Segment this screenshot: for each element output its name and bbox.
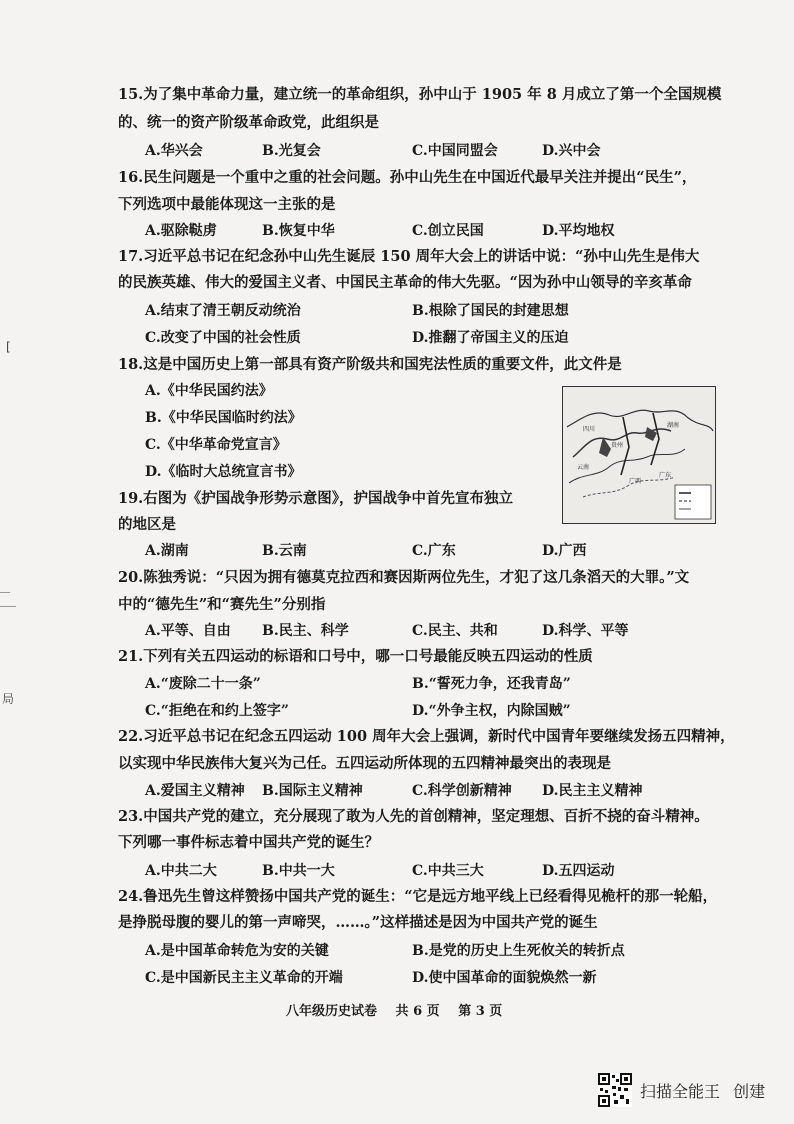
scanner-watermark	[598, 1073, 773, 1107]
question-24-line-1: 24.鲁迅先生曾这样赞扬中国共产党的诞生：“它是远方地平线上已经看得见桅杆的那一轮船，	[118, 888, 718, 905]
question-18-line-1: 18.这是中国历史上第一部具有资产阶级共和国宪法性质的重要文件，此文件是	[118, 356, 622, 373]
watermark-action: 创建	[733, 1081, 766, 1101]
page-footer	[286, 1000, 516, 1019]
option-20-a: A.平等、自由	[145, 623, 231, 639]
option-17-a: A.结束了清王朝反动统治	[145, 303, 301, 319]
question-22-line-1: 22.习近平总书记在纪念五四运动 100 周年大会上强调，新时代中国青年要继续发扬五四精神，	[118, 728, 735, 745]
option-15-b: B.光复会	[262, 143, 321, 159]
map-label-guizhou: 贵州	[611, 442, 624, 449]
option-24-c: C.是中国新民主主义革命的开端	[145, 970, 343, 986]
map-drawing	[563, 387, 715, 523]
question-20-line-2: 中的“德先生”和“赛先生”分别指	[118, 596, 326, 613]
question-19-line-2: 的地区是	[118, 516, 176, 533]
watermark-name: 扫描全能王	[640, 1081, 721, 1101]
option-24-a: A.是中国革命转危为安的关键	[145, 943, 329, 959]
edge-tick	[0, 606, 16, 607]
map-label-guangxi: 广西	[629, 478, 642, 485]
option-16-c: C.创立民国	[412, 223, 484, 239]
protect-nation-war-map	[562, 386, 716, 524]
option-21-d: D.“外争主权，内除国贼”	[412, 703, 571, 719]
edge-tick	[0, 592, 10, 593]
question-16-line-2: 下列选项中最能体现这一主张的是	[118, 196, 336, 213]
option-22-b: B.国际主义精神	[262, 783, 363, 799]
option-15-d: D.兴中会	[542, 143, 601, 159]
option-21-a: A.“废除二十一条”	[145, 676, 261, 692]
option-20-c: C.民主、共和	[412, 623, 498, 639]
option-18-b: B.《中华民国临时约法》	[145, 410, 302, 426]
option-19-b: B.云南	[262, 543, 307, 559]
option-16-a: A.驱除鞑虏	[145, 223, 217, 239]
question-21-line-1: 21.下列有关五四运动的标语和口号中，哪一口号最能反映五四运动的性质	[118, 648, 593, 665]
option-16-d: D.平均地权	[542, 223, 615, 239]
option-16-b: B.恢复中华	[262, 223, 335, 239]
question-20-line-1: 20.陈独秀说：“只因为拥有德莫克拉西和赛因斯两位先生，才犯了这几条滔天的大罪。”文	[118, 569, 690, 586]
footer-total-pages: 共 6 页	[395, 1004, 440, 1019]
option-21-c: C.“拒绝在和约上签字”	[145, 703, 289, 719]
question-17-line-2: 的民族英雄、伟大的爱国主义者、中国民主革命的伟大先驱。“因为孙中山领导的辛亥革命	[118, 274, 692, 291]
question-22-line-2: 以实现中华民族伟大复兴为己任。五四运动所体现的五四精神最突出的表现是	[118, 755, 611, 772]
question-19-line-1: 19.右图为《护国战争形势示意图》，护国战争中首先宣布独立	[118, 490, 513, 507]
question-24-line-2: 是挣脱母腹的婴儿的第一声啼哭，……。”这样描述是因为中国共产党的诞生	[118, 914, 598, 931]
map-label-guangdong: 广东	[659, 472, 672, 479]
question-17-line-1: 17.习近平总书记在纪念孙中山先生诞辰 150 周年大会上的讲话中说：“孙中山先生是伟大	[118, 248, 700, 265]
qr-code-icon	[598, 1073, 632, 1107]
question-15-line-2: 的、统一的资产阶级革命政党，此组织是	[118, 114, 379, 131]
map-label-sichuan: 四川	[583, 426, 596, 433]
option-24-b: B.是党的历史上生死攸关的转折点	[412, 943, 625, 959]
edge-mark-bracket: [	[6, 340, 11, 354]
option-18-d: D.《临时大总统宣言书》	[145, 464, 302, 480]
option-23-d: D.五四运动	[542, 863, 615, 879]
option-19-d: D.广西	[542, 543, 587, 559]
option-23-c: C.中共三大	[412, 863, 484, 879]
option-18-c: C.《中华革命党宣言》	[145, 437, 287, 453]
option-23-a: A.中共二大	[145, 863, 217, 879]
option-18-a: A.《中华民国约法》	[145, 383, 273, 399]
edge-mark-char: 局	[2, 692, 15, 706]
option-24-d: D.使中国革命的面貌焕然一新	[412, 970, 597, 986]
option-22-c: C.科学创新精神	[412, 783, 512, 799]
option-17-b: B.根除了国民的封建思想	[412, 303, 569, 319]
option-19-a: A.湖南	[145, 543, 189, 559]
question-23-line-1: 23.中国共产党的建立，充分展现了敢为人先的首创精神，坚定理想、百折不挠的奋斗精神。	[118, 808, 709, 825]
option-22-a: A.爱国主义精神	[145, 783, 245, 799]
footer-page-number: 第 3 页	[458, 1004, 503, 1019]
question-15-line-1: 15.为了集中革命力量，建立统一的革命组织，孙中山于 1905 年 8 月成立了第一个全国规模	[118, 86, 722, 103]
option-15-a: A.华兴会	[145, 143, 203, 159]
option-22-d: D.民主主义精神	[542, 783, 643, 799]
option-23-b: B.中共一大	[262, 863, 335, 879]
option-21-b: B.“誓死力争，还我青岛”	[412, 676, 571, 692]
option-17-d: D.推翻了帝国主义的压迫	[412, 330, 569, 346]
question-23-line-2: 下列哪一事件标志着中国共产党的诞生？	[118, 834, 379, 851]
map-label-yunnan: 云南	[577, 464, 590, 471]
option-15-c: C.中国同盟会	[412, 143, 498, 159]
map-label-hunan: 湖南	[667, 422, 680, 429]
option-20-b: B.民主、科学	[262, 623, 349, 639]
question-16-line-1: 16.民生问题是一个重中之重的社会问题。孙中山先生在中国近代最早关注并提出“民生”，	[118, 169, 697, 186]
option-19-c: C.广东	[412, 543, 456, 559]
option-17-c: C.改变了中国的社会性质	[145, 330, 301, 346]
option-20-d: D.科学、平等	[542, 623, 629, 639]
footer-exam-name: 八年级历史试卷	[286, 1004, 378, 1019]
